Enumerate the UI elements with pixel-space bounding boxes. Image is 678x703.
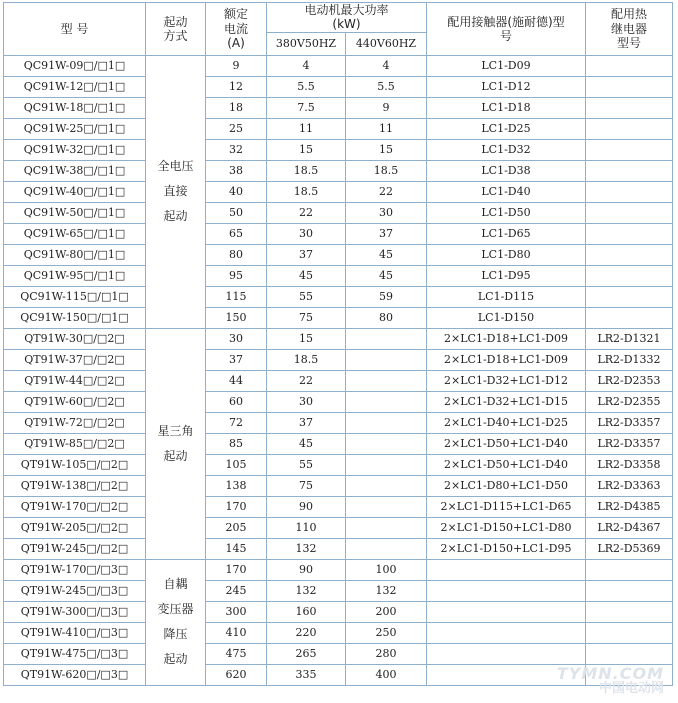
current-cell: 300 bbox=[206, 601, 267, 622]
relay-cell bbox=[586, 97, 673, 118]
power-380-cell: 11 bbox=[267, 118, 346, 139]
contactor-cell: 2×LC1-D80+LC1-D50 bbox=[427, 475, 586, 496]
contactor-cell: LC1-D95 bbox=[427, 265, 586, 286]
relay-cell: LR2-D1332 bbox=[586, 349, 673, 370]
table-row bbox=[4, 643, 673, 664]
current-cell: 30 bbox=[206, 328, 267, 349]
start-mode-group-cell bbox=[146, 559, 206, 685]
power-380-cell: 45 bbox=[267, 433, 346, 454]
model-cell: QT91W-60□/□2□ bbox=[4, 391, 146, 412]
contactor-cell bbox=[427, 664, 586, 685]
header-model: 型 号 bbox=[4, 3, 146, 56]
power-380-cell: 18.5 bbox=[267, 160, 346, 181]
model-cell: QT91W-475□/□3□ bbox=[4, 643, 146, 664]
contactor-cell: 2×LC1-D18+LC1-D09 bbox=[427, 328, 586, 349]
relay-cell bbox=[586, 622, 673, 643]
relay-cell bbox=[586, 307, 673, 328]
power-440-cell: 5.5 bbox=[346, 76, 427, 97]
relay-cell bbox=[586, 601, 673, 622]
start-mode-label: 自耦 bbox=[163, 576, 188, 591]
power-380-cell: 110 bbox=[267, 517, 346, 538]
power-380-cell: 18.5 bbox=[267, 181, 346, 202]
contactor-cell bbox=[427, 601, 586, 622]
current-cell: 410 bbox=[206, 622, 267, 643]
power-440-cell: 100 bbox=[346, 559, 427, 580]
power-440-cell bbox=[346, 328, 427, 349]
current-cell: 80 bbox=[206, 244, 267, 265]
watermark-domain: TYMN.COM bbox=[556, 664, 664, 683]
table-row bbox=[4, 265, 673, 286]
power-440-cell: 250 bbox=[346, 622, 427, 643]
power-440-cell bbox=[346, 370, 427, 391]
current-cell: 25 bbox=[206, 118, 267, 139]
current-cell: 72 bbox=[206, 412, 267, 433]
table-row bbox=[4, 496, 673, 517]
power-380-cell: 45 bbox=[267, 265, 346, 286]
contactor-cell bbox=[427, 580, 586, 601]
model-cell: QC91W-18□/□1□ bbox=[4, 97, 146, 118]
power-440-cell: 18.5 bbox=[346, 160, 427, 181]
table-body bbox=[4, 55, 673, 685]
table-row bbox=[4, 412, 673, 433]
model-cell: QT91W-105□/□2□ bbox=[4, 454, 146, 475]
start-mode-label: 全电压 bbox=[157, 159, 194, 173]
table-row bbox=[4, 55, 673, 76]
current-cell: 115 bbox=[206, 286, 267, 307]
relay-cell bbox=[586, 118, 673, 139]
current-cell: 170 bbox=[206, 496, 267, 517]
contactor-cell: 2×LC1-D18+LC1-D09 bbox=[427, 349, 586, 370]
model-cell: QT91W-245□/□3□ bbox=[4, 580, 146, 601]
model-cell: QC91W-40□/□1□ bbox=[4, 181, 146, 202]
relay-cell bbox=[586, 643, 673, 664]
header-440v: 440V60HZ bbox=[346, 32, 427, 55]
relay-cell bbox=[586, 139, 673, 160]
power-440-cell: 132 bbox=[346, 580, 427, 601]
power-380-cell: 37 bbox=[267, 244, 346, 265]
model-cell: QT91W-410□/□3□ bbox=[4, 622, 146, 643]
watermark-site-name: 中国电动网 bbox=[598, 681, 664, 696]
current-cell: 50 bbox=[206, 202, 267, 223]
current-cell: 475 bbox=[206, 643, 267, 664]
power-440-cell: 9 bbox=[346, 97, 427, 118]
model-cell: QT91W-138□/□2□ bbox=[4, 475, 146, 496]
relay-cell bbox=[586, 181, 673, 202]
contactor-cell: 2×LC1-D32+LC1-D15 bbox=[427, 391, 586, 412]
contactor-cell: LC1-D12 bbox=[427, 76, 586, 97]
contactor-cell: LC1-D18 bbox=[427, 97, 586, 118]
current-cell: 150 bbox=[206, 307, 267, 328]
spec-table-container bbox=[3, 2, 673, 686]
power-380-cell: 30 bbox=[267, 223, 346, 244]
table-row bbox=[4, 433, 673, 454]
power-440-cell: 15 bbox=[346, 139, 427, 160]
relay-cell bbox=[586, 223, 673, 244]
contactor-cell: 2×LC1-D150+LC1-D80 bbox=[427, 517, 586, 538]
power-440-cell: 80 bbox=[346, 307, 427, 328]
model-cell: QC91W-32□/□1□ bbox=[4, 139, 146, 160]
relay-cell bbox=[586, 244, 673, 265]
table-row bbox=[4, 286, 673, 307]
power-380-cell: 90 bbox=[267, 496, 346, 517]
current-cell: 95 bbox=[206, 265, 267, 286]
table-row bbox=[4, 202, 673, 223]
current-cell: 145 bbox=[206, 538, 267, 559]
model-cell: QC91W-38□/□1□ bbox=[4, 160, 146, 181]
start-mode-label: 星三角 bbox=[157, 423, 194, 438]
contactor-cell: 2×LC1-D32+LC1-D12 bbox=[427, 370, 586, 391]
start-mode-group-cell bbox=[146, 328, 206, 559]
contactor-cell: LC1-D150 bbox=[427, 307, 586, 328]
power-380-cell: 90 bbox=[267, 559, 346, 580]
table-row bbox=[4, 454, 673, 475]
model-cell: QT91W-37□/□2□ bbox=[4, 349, 146, 370]
model-cell: QT91W-245□/□2□ bbox=[4, 538, 146, 559]
power-380-cell: 75 bbox=[267, 307, 346, 328]
contactor-cell: LC1-D115 bbox=[427, 286, 586, 307]
power-440-cell: 200 bbox=[346, 601, 427, 622]
model-cell: QC91W-80□/□1□ bbox=[4, 244, 146, 265]
model-cell: QC91W-09□/□1□ bbox=[4, 55, 146, 76]
relay-cell bbox=[586, 664, 673, 685]
relay-cell: LR2-D5369 bbox=[586, 538, 673, 559]
power-440-cell: 30 bbox=[346, 202, 427, 223]
relay-cell: LR2-D2353 bbox=[586, 370, 673, 391]
power-380-cell: 22 bbox=[267, 202, 346, 223]
table-row bbox=[4, 349, 673, 370]
power-440-cell bbox=[346, 496, 427, 517]
model-cell: QT91W-30□/□2□ bbox=[4, 328, 146, 349]
current-cell: 138 bbox=[206, 475, 267, 496]
contactor-cell: 2×LC1-D150+LC1-D95 bbox=[427, 538, 586, 559]
table-header bbox=[4, 3, 673, 56]
relay-cell: LR2-D3357 bbox=[586, 412, 673, 433]
current-cell: 18 bbox=[206, 97, 267, 118]
current-cell: 38 bbox=[206, 160, 267, 181]
model-cell: QC91W-150□/□1□ bbox=[4, 307, 146, 328]
power-380-cell: 7.5 bbox=[267, 97, 346, 118]
table-row bbox=[4, 370, 673, 391]
power-380-cell: 5.5 bbox=[267, 76, 346, 97]
start-mode-label: 起动 bbox=[163, 209, 188, 224]
contactor-cell: 2×LC1-D40+LC1-D25 bbox=[427, 412, 586, 433]
start-mode-label: 起动 bbox=[163, 448, 188, 463]
power-380-cell: 55 bbox=[267, 454, 346, 475]
current-cell: 37 bbox=[206, 349, 267, 370]
table-row bbox=[4, 118, 673, 139]
table-row bbox=[4, 517, 673, 538]
table-row bbox=[4, 391, 673, 412]
model-cell: QC91W-25□/□1□ bbox=[4, 118, 146, 139]
contactor-cell: 2×LC1-D115+LC1-D65 bbox=[427, 496, 586, 517]
model-cell: QT91W-300□/□3□ bbox=[4, 601, 146, 622]
relay-cell bbox=[586, 160, 673, 181]
relay-cell: LR2-D3358 bbox=[586, 454, 673, 475]
current-cell: 205 bbox=[206, 517, 267, 538]
relay-cell: LR2-D3363 bbox=[586, 475, 673, 496]
spec-table bbox=[3, 2, 673, 686]
model-cell: QC91W-115□/□1□ bbox=[4, 286, 146, 307]
table-row bbox=[4, 622, 673, 643]
power-440-cell bbox=[346, 391, 427, 412]
table-row bbox=[4, 223, 673, 244]
current-cell: 9 bbox=[206, 55, 267, 76]
header-start-mode: 起动 方式 bbox=[146, 3, 206, 56]
power-440-cell bbox=[346, 433, 427, 454]
current-cell: 40 bbox=[206, 181, 267, 202]
power-440-cell: 22 bbox=[346, 181, 427, 202]
table-row bbox=[4, 601, 673, 622]
table-row bbox=[4, 307, 673, 328]
contactor-cell bbox=[427, 559, 586, 580]
table-row bbox=[4, 664, 673, 685]
table-row bbox=[4, 76, 673, 97]
power-380-cell: 15 bbox=[267, 139, 346, 160]
table-row bbox=[4, 475, 673, 496]
contactor-cell: LC1-D40 bbox=[427, 181, 586, 202]
start-mode-label: 直接 bbox=[163, 184, 188, 199]
power-440-cell bbox=[346, 454, 427, 475]
power-440-cell bbox=[346, 517, 427, 538]
power-380-cell: 160 bbox=[267, 601, 346, 622]
current-cell: 245 bbox=[206, 580, 267, 601]
current-cell: 44 bbox=[206, 370, 267, 391]
power-440-cell: 400 bbox=[346, 664, 427, 685]
model-cell: QT91W-205□/□2□ bbox=[4, 517, 146, 538]
contactor-cell: LC1-D09 bbox=[427, 55, 586, 76]
model-cell: QC91W-50□/□1□ bbox=[4, 202, 146, 223]
power-380-cell: 132 bbox=[267, 580, 346, 601]
relay-cell bbox=[586, 202, 673, 223]
model-cell: QC91W-65□/□1□ bbox=[4, 223, 146, 244]
table-row bbox=[4, 160, 673, 181]
model-cell: QC91W-95□/□1□ bbox=[4, 265, 146, 286]
start-mode-label: 起动 bbox=[163, 652, 188, 667]
relay-cell bbox=[586, 559, 673, 580]
power-440-cell bbox=[346, 538, 427, 559]
current-cell: 60 bbox=[206, 391, 267, 412]
power-380-cell: 220 bbox=[267, 622, 346, 643]
current-cell: 12 bbox=[206, 76, 267, 97]
header-max-power: 电动机最大功率 (kW) bbox=[267, 3, 427, 33]
relay-cell bbox=[586, 265, 673, 286]
relay-cell bbox=[586, 580, 673, 601]
model-cell: QT91W-85□/□2□ bbox=[4, 433, 146, 454]
relay-cell bbox=[586, 286, 673, 307]
model-cell: QT91W-170□/□3□ bbox=[4, 559, 146, 580]
relay-cell: LR2-D4385 bbox=[586, 496, 673, 517]
table-row bbox=[4, 580, 673, 601]
power-380-cell: 37 bbox=[267, 412, 346, 433]
current-cell: 620 bbox=[206, 664, 267, 685]
power-380-cell: 75 bbox=[267, 475, 346, 496]
table-row bbox=[4, 538, 673, 559]
model-cell: QT91W-620□/□3□ bbox=[4, 664, 146, 685]
relay-cell: LR2-D2355 bbox=[586, 391, 673, 412]
start-mode-label: 降压 bbox=[163, 627, 188, 642]
header-rated-current: 额定 电流 (A) bbox=[206, 3, 267, 56]
relay-cell bbox=[586, 76, 673, 97]
contactor-cell: LC1-D32 bbox=[427, 139, 586, 160]
current-cell: 170 bbox=[206, 559, 267, 580]
power-380-cell: 15 bbox=[267, 328, 346, 349]
contactor-cell: LC1-D38 bbox=[427, 160, 586, 181]
power-380-cell: 30 bbox=[267, 391, 346, 412]
table-row bbox=[4, 139, 673, 160]
contactor-cell: 2×LC1-D50+LC1-D40 bbox=[427, 433, 586, 454]
table-row bbox=[4, 559, 673, 580]
power-380-cell: 22 bbox=[267, 370, 346, 391]
start-mode-label: 变压器 bbox=[157, 602, 194, 617]
current-cell: 105 bbox=[206, 454, 267, 475]
start-mode-group-cell bbox=[146, 55, 206, 328]
power-440-cell bbox=[346, 412, 427, 433]
power-440-cell: 45 bbox=[346, 244, 427, 265]
model-cell: QT91W-44□/□2□ bbox=[4, 370, 146, 391]
contactor-cell: LC1-D25 bbox=[427, 118, 586, 139]
current-cell: 85 bbox=[206, 433, 267, 454]
relay-cell: LR2-D1321 bbox=[586, 328, 673, 349]
table-row bbox=[4, 328, 673, 349]
contactor-cell: LC1-D80 bbox=[427, 244, 586, 265]
power-440-cell bbox=[346, 475, 427, 496]
relay-cell: LR2-D4367 bbox=[586, 517, 673, 538]
current-cell: 65 bbox=[206, 223, 267, 244]
contactor-cell: LC1-D65 bbox=[427, 223, 586, 244]
header-380v: 380V50HZ bbox=[267, 32, 346, 55]
header-thermal-relay: 配用热 继电器 型号 bbox=[586, 3, 673, 56]
power-380-cell: 265 bbox=[267, 643, 346, 664]
relay-cell bbox=[586, 55, 673, 76]
contactor-cell: 2×LC1-D50+LC1-D40 bbox=[427, 454, 586, 475]
model-cell: QT91W-170□/□2□ bbox=[4, 496, 146, 517]
power-440-cell bbox=[346, 349, 427, 370]
contactor-cell bbox=[427, 622, 586, 643]
power-380-cell: 132 bbox=[267, 538, 346, 559]
table-row bbox=[4, 244, 673, 265]
model-cell: QT91W-72□/□2□ bbox=[4, 412, 146, 433]
power-440-cell: 11 bbox=[346, 118, 427, 139]
power-380-cell: 55 bbox=[267, 286, 346, 307]
power-380-cell: 4 bbox=[267, 55, 346, 76]
power-440-cell: 45 bbox=[346, 265, 427, 286]
power-440-cell: 4 bbox=[346, 55, 427, 76]
current-cell: 32 bbox=[206, 139, 267, 160]
relay-cell: LR2-D3357 bbox=[586, 433, 673, 454]
model-cell: QC91W-12□/□1□ bbox=[4, 76, 146, 97]
table-row bbox=[4, 97, 673, 118]
power-380-cell: 18.5 bbox=[267, 349, 346, 370]
table-row bbox=[4, 181, 673, 202]
header-contactor: 配用接触器(施耐德)型 号 bbox=[427, 3, 586, 56]
contactor-cell: LC1-D50 bbox=[427, 202, 586, 223]
power-440-cell: 37 bbox=[346, 223, 427, 244]
power-440-cell: 280 bbox=[346, 643, 427, 664]
power-380-cell: 335 bbox=[267, 664, 346, 685]
contactor-cell bbox=[427, 643, 586, 664]
power-440-cell: 59 bbox=[346, 286, 427, 307]
